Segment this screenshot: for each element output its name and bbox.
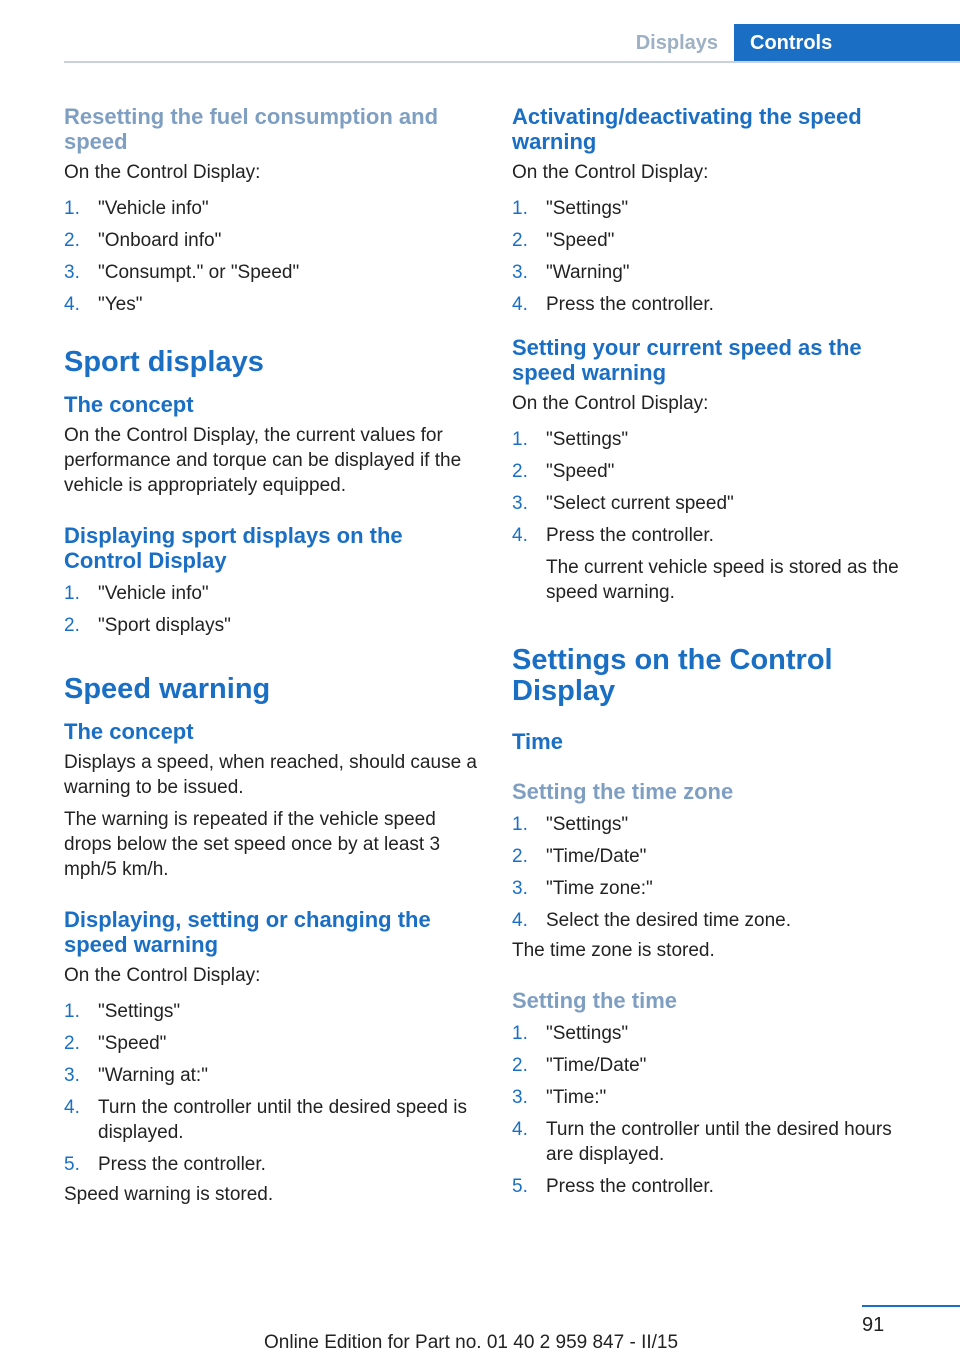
step-text: "Consumpt." or "Speed" <box>98 262 300 283</box>
edition-footer: Online Edition for Part no. 01 40 2 959 847 - II/15 <box>264 1332 679 1353</box>
step-text: "Settings" <box>546 198 629 219</box>
step-number: 2. <box>512 230 528 251</box>
speed-title: Speed warning <box>64 673 271 705</box>
activate-intro: On the Control Display: <box>512 162 709 183</box>
zone-heading: Setting the time zone <box>512 779 734 804</box>
step-number: 4. <box>64 294 80 315</box>
step-number: 1. <box>512 429 528 450</box>
reset-intro: On the Control Display: <box>64 162 261 183</box>
step-number: 2. <box>512 461 528 482</box>
sport-concept-heading: The concept <box>64 392 194 417</box>
list-item <box>512 1117 924 1167</box>
step-text: Press the controller. <box>546 525 714 546</box>
step-number: 4. <box>64 1097 80 1118</box>
step-text: "Settings" <box>546 1023 629 1044</box>
list-item <box>512 844 924 869</box>
time-heading: Time <box>512 729 563 754</box>
sport-concept-text: On the Control Display, the current values for performance and torque can be displayed if the vehicle is appropriately equipped. <box>64 425 462 496</box>
step-number: 3. <box>512 1087 528 1108</box>
list-item <box>512 523 924 548</box>
current-intro: On the Control Display: <box>512 393 709 414</box>
step-text: "Settings" <box>98 1001 181 1022</box>
step-number: 3. <box>64 262 80 283</box>
step-number: 1. <box>512 198 528 219</box>
sport-show-heading: Displaying sport displays on the Control Display <box>64 523 403 573</box>
time-set-heading: Setting the time <box>512 988 678 1013</box>
current-heading: Setting your current speed as the speed warning <box>512 335 862 385</box>
list-item <box>64 228 478 253</box>
step-number: 1. <box>512 814 528 835</box>
step-text: "Speed" <box>98 1033 167 1054</box>
step-text: "Time/Date" <box>546 1055 647 1076</box>
list-item <box>64 613 478 638</box>
list-item <box>64 1095 478 1145</box>
time-set-steps <box>512 1021 924 1199</box>
header-tabs <box>616 24 960 62</box>
step-text: "Time/Date" <box>546 846 647 867</box>
step-text: "Onboard info" <box>98 230 222 251</box>
step-number: 1. <box>64 583 80 604</box>
step-text: "Speed" <box>546 461 615 482</box>
step-text: "Warning at:" <box>98 1065 208 1086</box>
step-text: "Select current speed" <box>546 493 734 514</box>
step-number: 2. <box>64 230 80 251</box>
step-number: 4. <box>512 910 528 931</box>
right-column <box>512 100 924 1206</box>
footer-divider <box>862 1305 960 1307</box>
list-item <box>64 1152 478 1177</box>
current-note: The current vehicle speed is stored as the speed warning. <box>546 557 899 603</box>
list-item <box>512 1174 924 1199</box>
activate-steps <box>512 196 924 317</box>
step-text: "Warning" <box>546 262 630 283</box>
step-text: Turn the controller until the desired speed is displayed. <box>98 1097 467 1143</box>
settings-title: Settings on the Control Display <box>512 644 833 707</box>
reset-steps <box>64 196 478 317</box>
speed-concept-heading: The concept <box>64 719 194 744</box>
list-item <box>512 260 924 285</box>
step-number: 1. <box>512 1023 528 1044</box>
speed-set-intro: On the Control Display: <box>64 965 261 986</box>
tab-displays[interactable]: Displays <box>635 32 718 54</box>
step-text: Select the desired time zone. <box>546 910 792 931</box>
list-item <box>64 1031 478 1056</box>
step-number: 4. <box>512 294 528 315</box>
step-text: Press the controller. <box>98 1154 266 1175</box>
list-item <box>512 812 924 837</box>
reset-heading: Resetting the fuel consumption and speed <box>64 104 439 154</box>
step-number: 3. <box>64 1065 80 1086</box>
step-text: Press the controller. <box>546 294 714 315</box>
step-number: 5. <box>512 1176 528 1197</box>
current-steps <box>512 427 924 548</box>
step-number: 1. <box>64 1001 80 1022</box>
list-item <box>512 908 924 933</box>
zone-steps <box>512 812 924 933</box>
step-number: 2. <box>512 1055 528 1076</box>
sport-title: Sport displays <box>64 346 264 378</box>
list-item <box>512 427 924 452</box>
left-column <box>64 100 478 1207</box>
list-item <box>64 1063 478 1088</box>
step-number: 2. <box>64 615 80 636</box>
list-item <box>64 999 478 1024</box>
sport-show-steps <box>64 581 478 638</box>
step-text: "Vehicle info" <box>98 583 209 604</box>
speed-set-heading: Displaying, setting or changing the speed warning <box>64 907 431 957</box>
step-text: "Time:" <box>546 1087 607 1108</box>
step-number: 2. <box>512 846 528 867</box>
step-number: 3. <box>512 878 528 899</box>
speed-concept-text-2: The warning is repeated if the vehicle speed drops below the set speed once by at least 3 mph/5 km/h. <box>64 809 441 880</box>
step-number: 5. <box>64 1154 80 1175</box>
page-number: 91 <box>862 1314 885 1336</box>
step-number: 4. <box>512 1119 528 1140</box>
step-text: Turn the controller until the desired hours are displayed. <box>546 1119 892 1165</box>
step-text: "Settings" <box>546 429 629 450</box>
tab-controls[interactable]: Controls <box>734 24 960 62</box>
step-text: "Vehicle info" <box>98 198 209 219</box>
list-item <box>512 1085 924 1110</box>
list-item <box>512 228 924 253</box>
step-number: 3. <box>512 262 528 283</box>
step-number: 1. <box>64 198 80 219</box>
list-item <box>512 459 924 484</box>
speed-set-steps <box>64 999 478 1177</box>
speed-concept-text-1: Displays a speed, when reached, should cause a warning to be issued. <box>64 752 477 798</box>
list-item <box>512 292 924 317</box>
list-item <box>512 1021 924 1046</box>
step-text: Press the controller. <box>546 1176 714 1197</box>
step-number: 2. <box>64 1033 80 1054</box>
speed-set-outro: Speed warning is stored. <box>64 1184 274 1205</box>
zone-outro: The time zone is stored. <box>512 940 715 961</box>
list-item <box>512 491 924 516</box>
step-number: 3. <box>512 493 528 514</box>
list-item <box>512 196 924 221</box>
list-item <box>512 1053 924 1078</box>
list-item <box>64 196 478 221</box>
step-text: "Sport displays" <box>98 615 231 636</box>
step-text: "Settings" <box>546 814 629 835</box>
step-text: "Time zone:" <box>546 878 653 899</box>
step-text: "Yes" <box>98 294 143 315</box>
list-item <box>512 876 924 901</box>
list-item <box>64 581 478 606</box>
step-number: 4. <box>512 525 528 546</box>
list-item <box>64 292 478 317</box>
step-text: "Speed" <box>546 230 615 251</box>
list-item <box>64 260 478 285</box>
activate-heading: Activating/deactivating the speed warning <box>512 104 862 154</box>
header-divider <box>64 61 960 63</box>
